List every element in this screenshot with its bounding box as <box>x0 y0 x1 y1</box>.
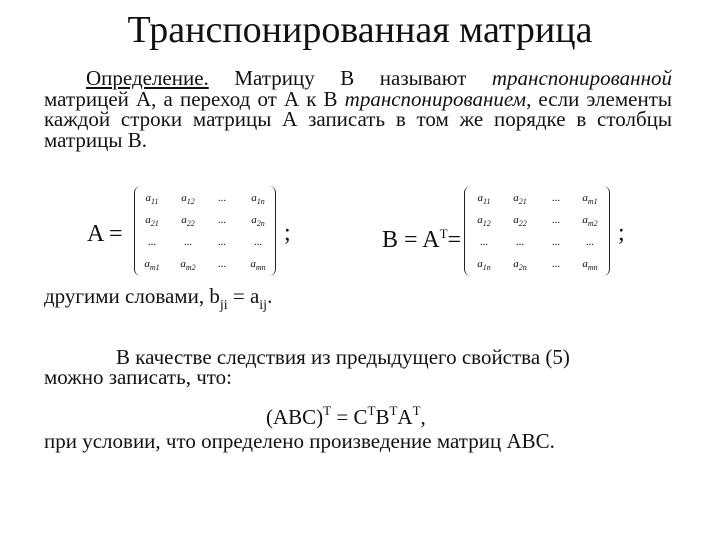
corollary-line-2: можно записать, что: <box>44 365 232 389</box>
matrix-cell: $a_{m1}$ <box>144 258 160 273</box>
other-words-mid: = a <box>227 284 260 308</box>
matrix-cell: $a_{21}$ <box>513 192 527 207</box>
matrix-cell: $a_{1n}$ <box>251 192 265 207</box>
matrix-cell: ... <box>551 214 561 226</box>
matrix-cell: ... <box>147 236 157 248</box>
matrix-cell: ... <box>551 192 561 204</box>
formula-sup-2: T <box>367 403 376 418</box>
definition-term: Определение. <box>86 66 209 90</box>
matrix-cell: ... <box>183 236 193 248</box>
matrix-b-semicolon: ; <box>618 220 625 246</box>
other-words-line <box>44 285 272 317</box>
formula-c: = C <box>331 405 368 429</box>
definition-italic-1: транспонированной <box>491 66 672 90</box>
formula-sup-4: T <box>412 403 421 418</box>
matrix-cell: ... <box>551 236 561 248</box>
matrix-cell: $a_{22}$ <box>513 214 527 229</box>
matrix-a-semicolon: ; <box>284 220 291 246</box>
matrix-cell: ... <box>479 236 489 248</box>
matrix-cell: $a_{21}$ <box>145 214 159 229</box>
matrix-cell: ... <box>515 236 525 248</box>
matrix-cell: ... <box>217 258 227 270</box>
matrix-b-equals: = <box>447 227 462 253</box>
matrix-cell: $a_{2n}$ <box>251 214 265 229</box>
corollary-line-3: при условии, что определено произведение матриц ABC. <box>44 429 555 453</box>
other-words-prefix: другими словами, b <box>44 284 220 308</box>
formula-abc: (ABC) <box>266 405 324 429</box>
matrix-cell: ... <box>217 214 227 226</box>
matrix-b <box>464 186 610 276</box>
definition-text-2: матрицей А, а переход от А к В <box>44 86 345 111</box>
matrix-cell: $a_{12}$ <box>181 192 195 207</box>
matrix-cell: $a_{11}$ <box>477 192 491 207</box>
sub-ij: ij <box>259 298 268 313</box>
matrix-cell: ... <box>253 236 263 248</box>
matrix-a-label: A = <box>87 221 123 247</box>
formula-sup-3: T <box>389 403 398 418</box>
sub-ji: ji <box>219 298 228 313</box>
matrix-cell: $a_{1n}$ <box>477 258 491 273</box>
matrix-cell: ... <box>585 236 595 248</box>
formula-b: B <box>375 405 390 429</box>
matrix-cell: ... <box>217 236 227 248</box>
formula-sup-1: T <box>323 403 332 418</box>
matrix-b-label-text: B = A <box>382 227 440 253</box>
definition-paragraph <box>44 68 672 150</box>
matrix-cell: ... <box>217 192 227 204</box>
matrix-cell: $a_{11}$ <box>145 192 159 207</box>
definition-text-1: Матрицу В называют <box>208 66 492 90</box>
matrix-cell: $a_{22}$ <box>181 214 195 229</box>
matrix-cell: $a_{m1}$ <box>582 192 598 207</box>
matrix-cell: $a_{m2}$ <box>180 258 196 273</box>
corollary-line-1: В качестве следствия из предыдущего свойства (5) <box>116 345 570 369</box>
definition-italic-2: транспонированием <box>344 86 527 111</box>
formula-comma: , <box>420 405 426 429</box>
matrix-b-label <box>382 220 461 254</box>
transpose-formula <box>266 400 426 428</box>
matrix-cell: $a_{mn}$ <box>250 258 266 273</box>
matrix-cell: ... <box>551 258 561 270</box>
page-title: Транспонированная матрица <box>127 9 593 51</box>
formula-a: A <box>397 405 413 429</box>
transpose-sup: T <box>439 226 448 241</box>
matrix-cell: $a_{m2}$ <box>582 214 598 229</box>
matrix-a <box>134 186 276 276</box>
definition-text-3: , если элементы каждой строки матрицы А записать в том же порядке в столбцы матрицы В. <box>44 86 672 152</box>
matrix-cell: $a_{mn}$ <box>582 258 598 273</box>
other-words-end: . <box>267 284 273 308</box>
matrix-cell: $a_{2n}$ <box>513 258 527 273</box>
matrix-cell: $a_{12}$ <box>477 214 491 229</box>
